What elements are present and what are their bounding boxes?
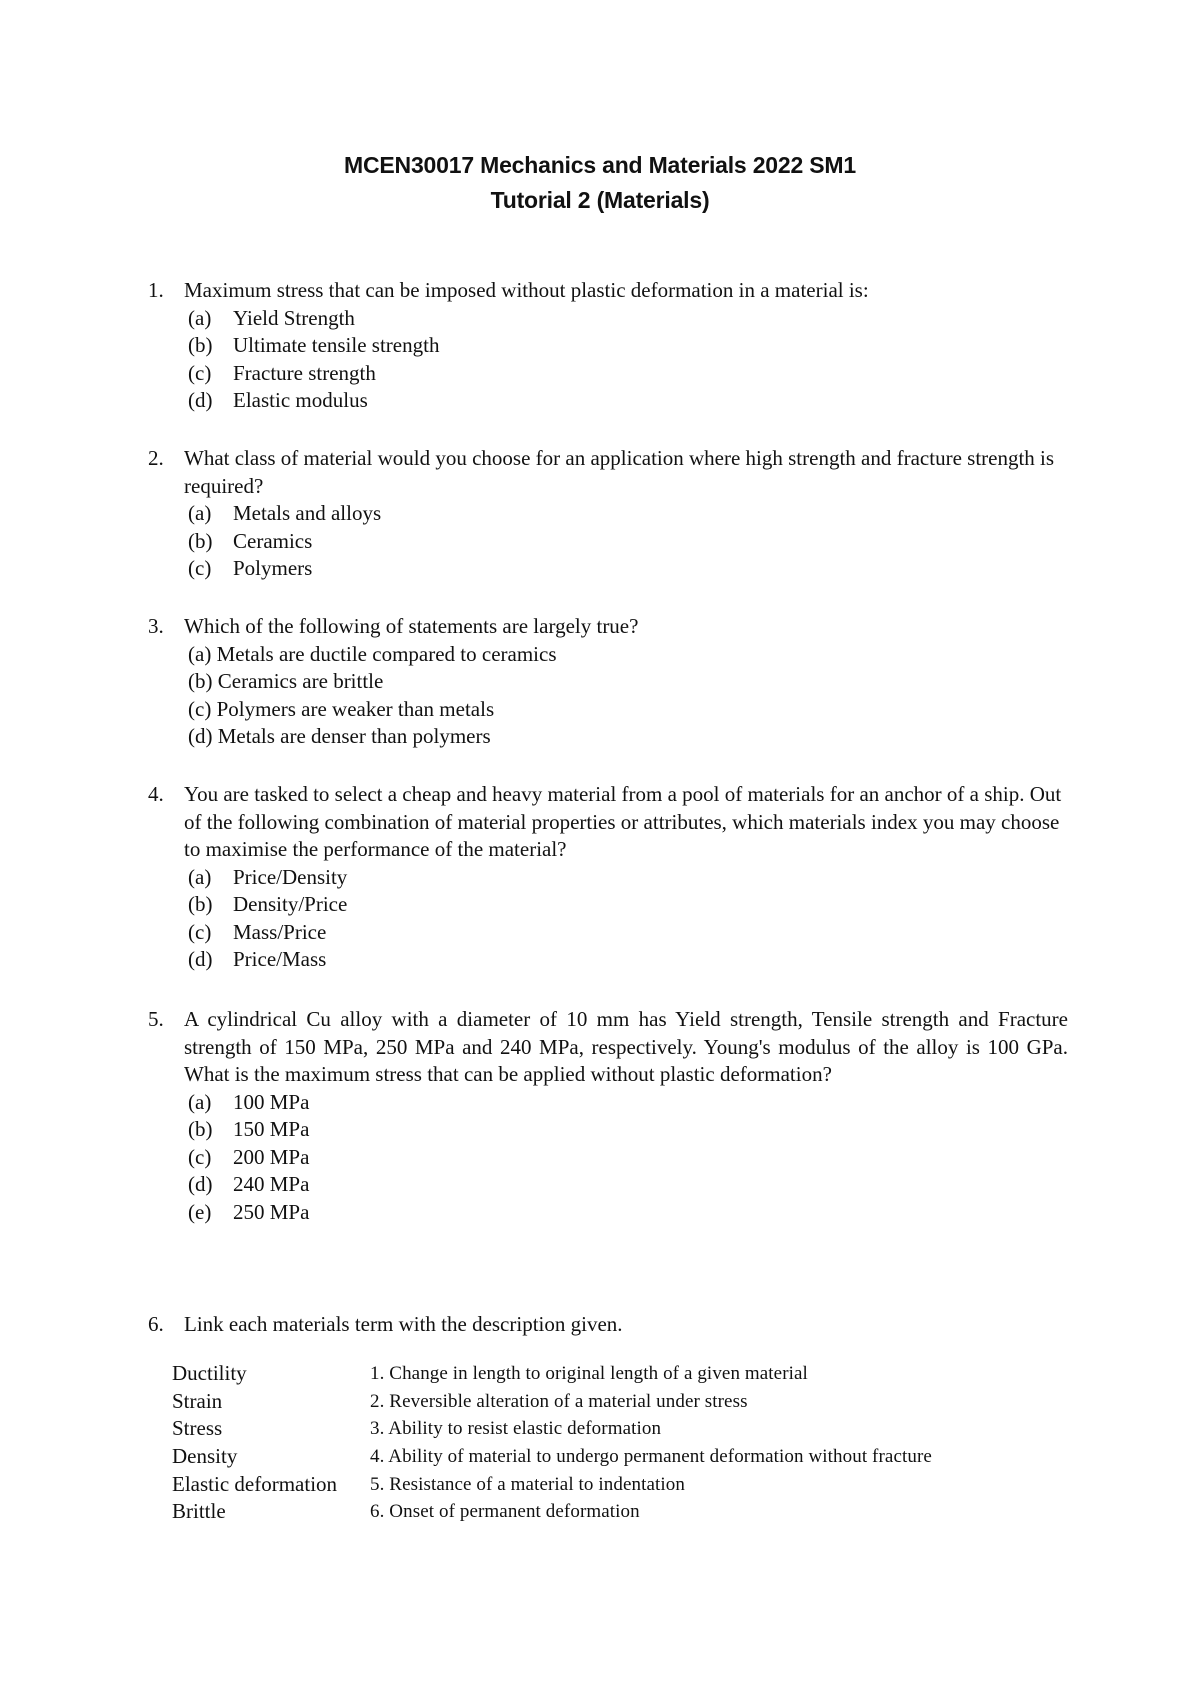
option-item <box>188 696 1068 724</box>
matching-term: Brittle <box>172 1499 226 1524</box>
option-label: (c) <box>188 360 212 385</box>
option-label: (c) <box>188 1144 212 1169</box>
option-text: Price/Density <box>233 864 348 889</box>
option-label: (c) <box>188 696 212 721</box>
option-label: (c) <box>188 556 212 580</box>
option-text: Metals are ductile compared to ceramics <box>216 641 557 666</box>
question-number: 6. <box>148 1312 164 1336</box>
option-item <box>188 1116 1068 1144</box>
matching-description: 2. Reversible alteration of a material under stress <box>370 1390 748 1412</box>
matching-description: 3. Ability to resist elastic deformation <box>370 1418 662 1440</box>
option-text: 150 MPa <box>233 1117 310 1141</box>
option-item <box>188 1199 1068 1227</box>
option-label: (a) <box>188 864 212 889</box>
matching-term: Ductility <box>172 1361 247 1385</box>
question-stem: You are tasked to select a cheap and heavy material from a pool of materials for an anchor of a ship. Out of the following combination of material properties or attributes, which materials index you may choose to maximise the performance of the material? <box>184 782 1062 861</box>
option-text: Ceramics <box>233 528 313 553</box>
option-text: Polymers are weaker than metals <box>216 696 495 721</box>
option-label: (d) <box>188 947 213 971</box>
option-item <box>188 946 1068 974</box>
option-label: (b) <box>188 892 213 916</box>
question-number: 1. <box>148 278 164 302</box>
question-number: 4. <box>148 782 164 806</box>
document-title: MCEN30017 Mechanics and Materials 2022 SM1 <box>344 152 856 178</box>
option-item <box>188 1144 1068 1172</box>
option-item <box>188 919 1068 947</box>
option-item <box>188 360 1068 388</box>
option-label: (a) <box>188 501 212 525</box>
option-label: (a) <box>188 305 212 330</box>
option-label: (d) <box>188 1172 213 1196</box>
matching-term: Density <box>172 1444 238 1469</box>
option-label: (d) <box>188 724 213 748</box>
option-label: (b) <box>188 528 213 553</box>
option-text: Ceramics are brittle <box>217 669 384 693</box>
option-label: (d) <box>188 388 213 412</box>
option-text: Metals are denser than polymers <box>217 724 491 748</box>
option-text: Density/Price <box>233 892 348 916</box>
option-text: 240 MPa <box>233 1172 310 1196</box>
matching-term: Elastic deformation <box>172 1471 338 1496</box>
option-item <box>188 500 1068 528</box>
matching-description: 1. Change in length to original length of a given material <box>370 1363 808 1384</box>
option-label: (b) <box>188 1117 213 1141</box>
option-list <box>188 305 1068 415</box>
question-5 <box>148 1006 1068 1226</box>
question-stem: Which of the following of statements are largely true? <box>184 614 639 638</box>
option-text: Polymers <box>233 556 313 580</box>
question-stem: A cylindrical Cu alloy with a diameter of 10 mm has Yield strength, Tensile strength and Fracture strength of 150 MPa, 250 MPa and 240 MPa, respectively. Young's modulus of the alloy is 100 GPa. What is the maximum stress that can be applied without plastic deformation? <box>184 1007 1068 1086</box>
matching-term: Stress <box>172 1416 223 1441</box>
option-item <box>188 332 1068 360</box>
option-text: 250 MPa <box>233 1199 310 1224</box>
option-list <box>188 864 1068 974</box>
option-text: Yield Strength <box>233 305 355 330</box>
question-stem: Maximum stress that can be imposed without plastic deformation in a material is: <box>184 278 869 302</box>
option-item <box>188 641 1068 669</box>
option-list <box>188 1089 1068 1227</box>
question-2 <box>148 445 1068 583</box>
option-text: 100 MPa <box>233 1089 310 1114</box>
option-label: (a) <box>188 641 212 666</box>
matching-description: 4. Ability of material to undergo permanent deformation without fracture <box>370 1446 932 1468</box>
option-item <box>188 305 1068 333</box>
option-text: Metals and alloys <box>233 501 382 525</box>
question-number: 3. <box>148 614 164 638</box>
question-4 <box>148 781 1068 974</box>
question-3 <box>148 613 1068 751</box>
option-list <box>188 641 1068 751</box>
option-item <box>188 1171 1068 1199</box>
option-label: (a) <box>188 1089 212 1114</box>
question-stem: Link each materials term with the description given. <box>184 1312 623 1336</box>
option-text: Elastic modulus <box>233 388 368 412</box>
option-item <box>188 528 1068 556</box>
option-item <box>188 891 1068 919</box>
option-label: (c) <box>188 919 212 944</box>
option-label: (e) <box>188 1199 212 1224</box>
matching-description: 5. Resistance of a material to indentation <box>370 1473 685 1495</box>
option-label: (b) <box>188 669 213 693</box>
question-1 <box>148 277 1068 415</box>
document-subtitle: Tutorial 2 (Materials) <box>490 187 710 213</box>
option-item <box>188 668 1068 696</box>
option-list <box>188 500 1068 583</box>
question-number: 5. <box>148 1007 164 1031</box>
option-item <box>188 723 1068 751</box>
option-item <box>188 1089 1068 1117</box>
question-6 <box>148 1311 1068 1339</box>
question-number: 2. <box>148 446 164 470</box>
question-stem: What class of material would you choose for an application where high strength and fracture strength is required? <box>184 446 1055 498</box>
option-item <box>188 864 1068 892</box>
option-text: Fracture strength <box>233 360 376 385</box>
matching-term: Strain <box>172 1388 223 1413</box>
option-text: 200 MPa <box>233 1144 310 1169</box>
option-text: Ultimate tensile strength <box>233 333 440 357</box>
option-label: (b) <box>188 333 213 357</box>
option-text: Mass/Price <box>233 919 327 944</box>
matching-description: 6. Onset of permanent deformation <box>370 1501 640 1523</box>
option-text: Price/Mass <box>233 947 327 971</box>
option-item <box>188 555 1068 583</box>
option-item <box>188 387 1068 415</box>
